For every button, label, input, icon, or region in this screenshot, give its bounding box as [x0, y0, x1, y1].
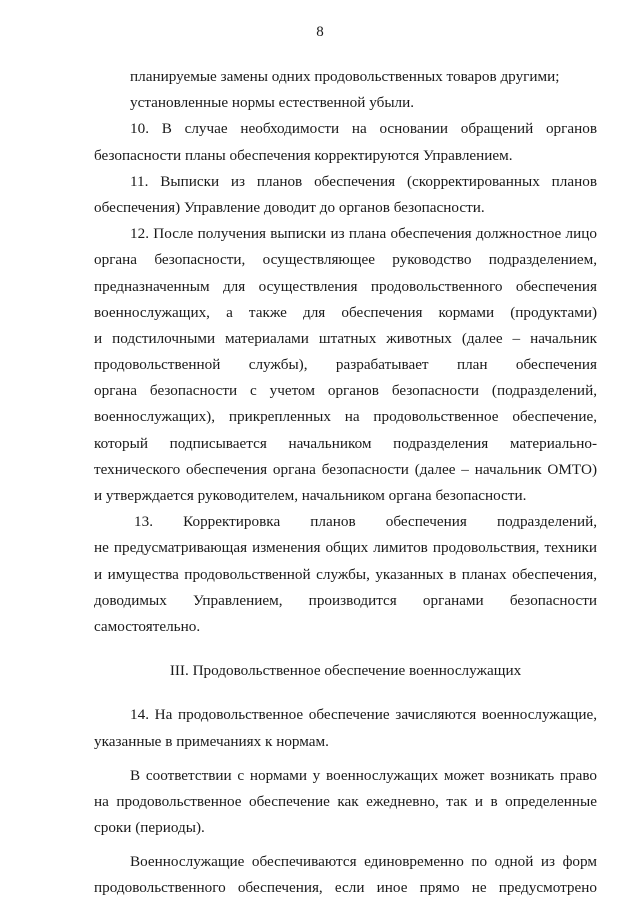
text-line: установленные нормы естественной убыли.: [130, 94, 415, 112]
text-line: продовольственной службы), разрабатывает план обеспечения: [94, 356, 597, 374]
text-line: предназначенным для осуществления продовольственного обеспечения: [94, 277, 597, 295]
text-line: и подстилочными материалами штатных животных (далее – начальник: [94, 329, 597, 347]
text-line: указанные в примечаниях к нормам.: [94, 732, 329, 750]
text-line: сроки (периоды).: [94, 819, 205, 837]
text-line: на продовольственное обеспечение как ежедневно, так и в определенные: [94, 792, 597, 810]
text-line: органа безопасности, осуществляющее руководство подразделением,: [94, 251, 597, 269]
text-line: В соответствии с нормами у военнослужащих может возникать право: [130, 766, 597, 784]
text-line: планируемые замены одних продовольственных товаров другими;: [130, 68, 560, 85]
text-line: технического обеспечения органа безопасности (далее – начальник ОМТО): [94, 460, 597, 478]
text-line: обеспечения) Управление доводит до органов безопасности.: [94, 198, 485, 216]
text-line: не предусматривающая изменения общих лимитов продовольствия, техники: [94, 539, 597, 557]
text-line: продовольственного обеспечения, если иное прямо не предусмотрено: [94, 879, 597, 897]
text-line: доводимых Управлением, производится органами безопасности: [94, 591, 597, 609]
text-line: 10. В случае необходимости на основании обращений органов: [130, 120, 597, 138]
text-line: военнослужащих), прикрепленных на продовольственное обеспечение,: [94, 408, 597, 426]
text-line: военнослужащих, а также для обеспечения кормами (продуктами): [94, 303, 597, 321]
text-line: 12. После получения выписки из плана обеспечения должностное лицо: [130, 225, 597, 243]
text-line: органа безопасности с учетом органов безопасности (подразделений,: [94, 382, 597, 400]
text-line: и имущества продовольственной службы, указанных в планах обеспечения,: [94, 565, 597, 583]
text-line: самостоятельно.: [94, 617, 201, 635]
text-line: и утверждается руководителем, начальником органа безопасности.: [94, 487, 527, 504]
section-heading: III. Продовольственное обеспечение военнослужащих: [169, 662, 522, 680]
text-line: 11. Выписки из планов обеспечения (скорректированных планов: [130, 172, 597, 190]
text-line: безопасности планы обеспечения корректируются Управлением.: [94, 146, 513, 164]
page-number: 8: [316, 24, 324, 40]
text-line: 13. Корректировка планов обеспечения подразделений,: [134, 513, 597, 531]
text-line: Военнослужащие обеспечиваются единовременно по одной из форм: [130, 853, 597, 871]
document-body: [94, 64, 597, 902]
text-line: который подписывается начальником подразделения материально-: [94, 434, 597, 452]
text-line: 14. На продовольственное обеспечение зачисляются военнослужащие,: [130, 706, 597, 724]
